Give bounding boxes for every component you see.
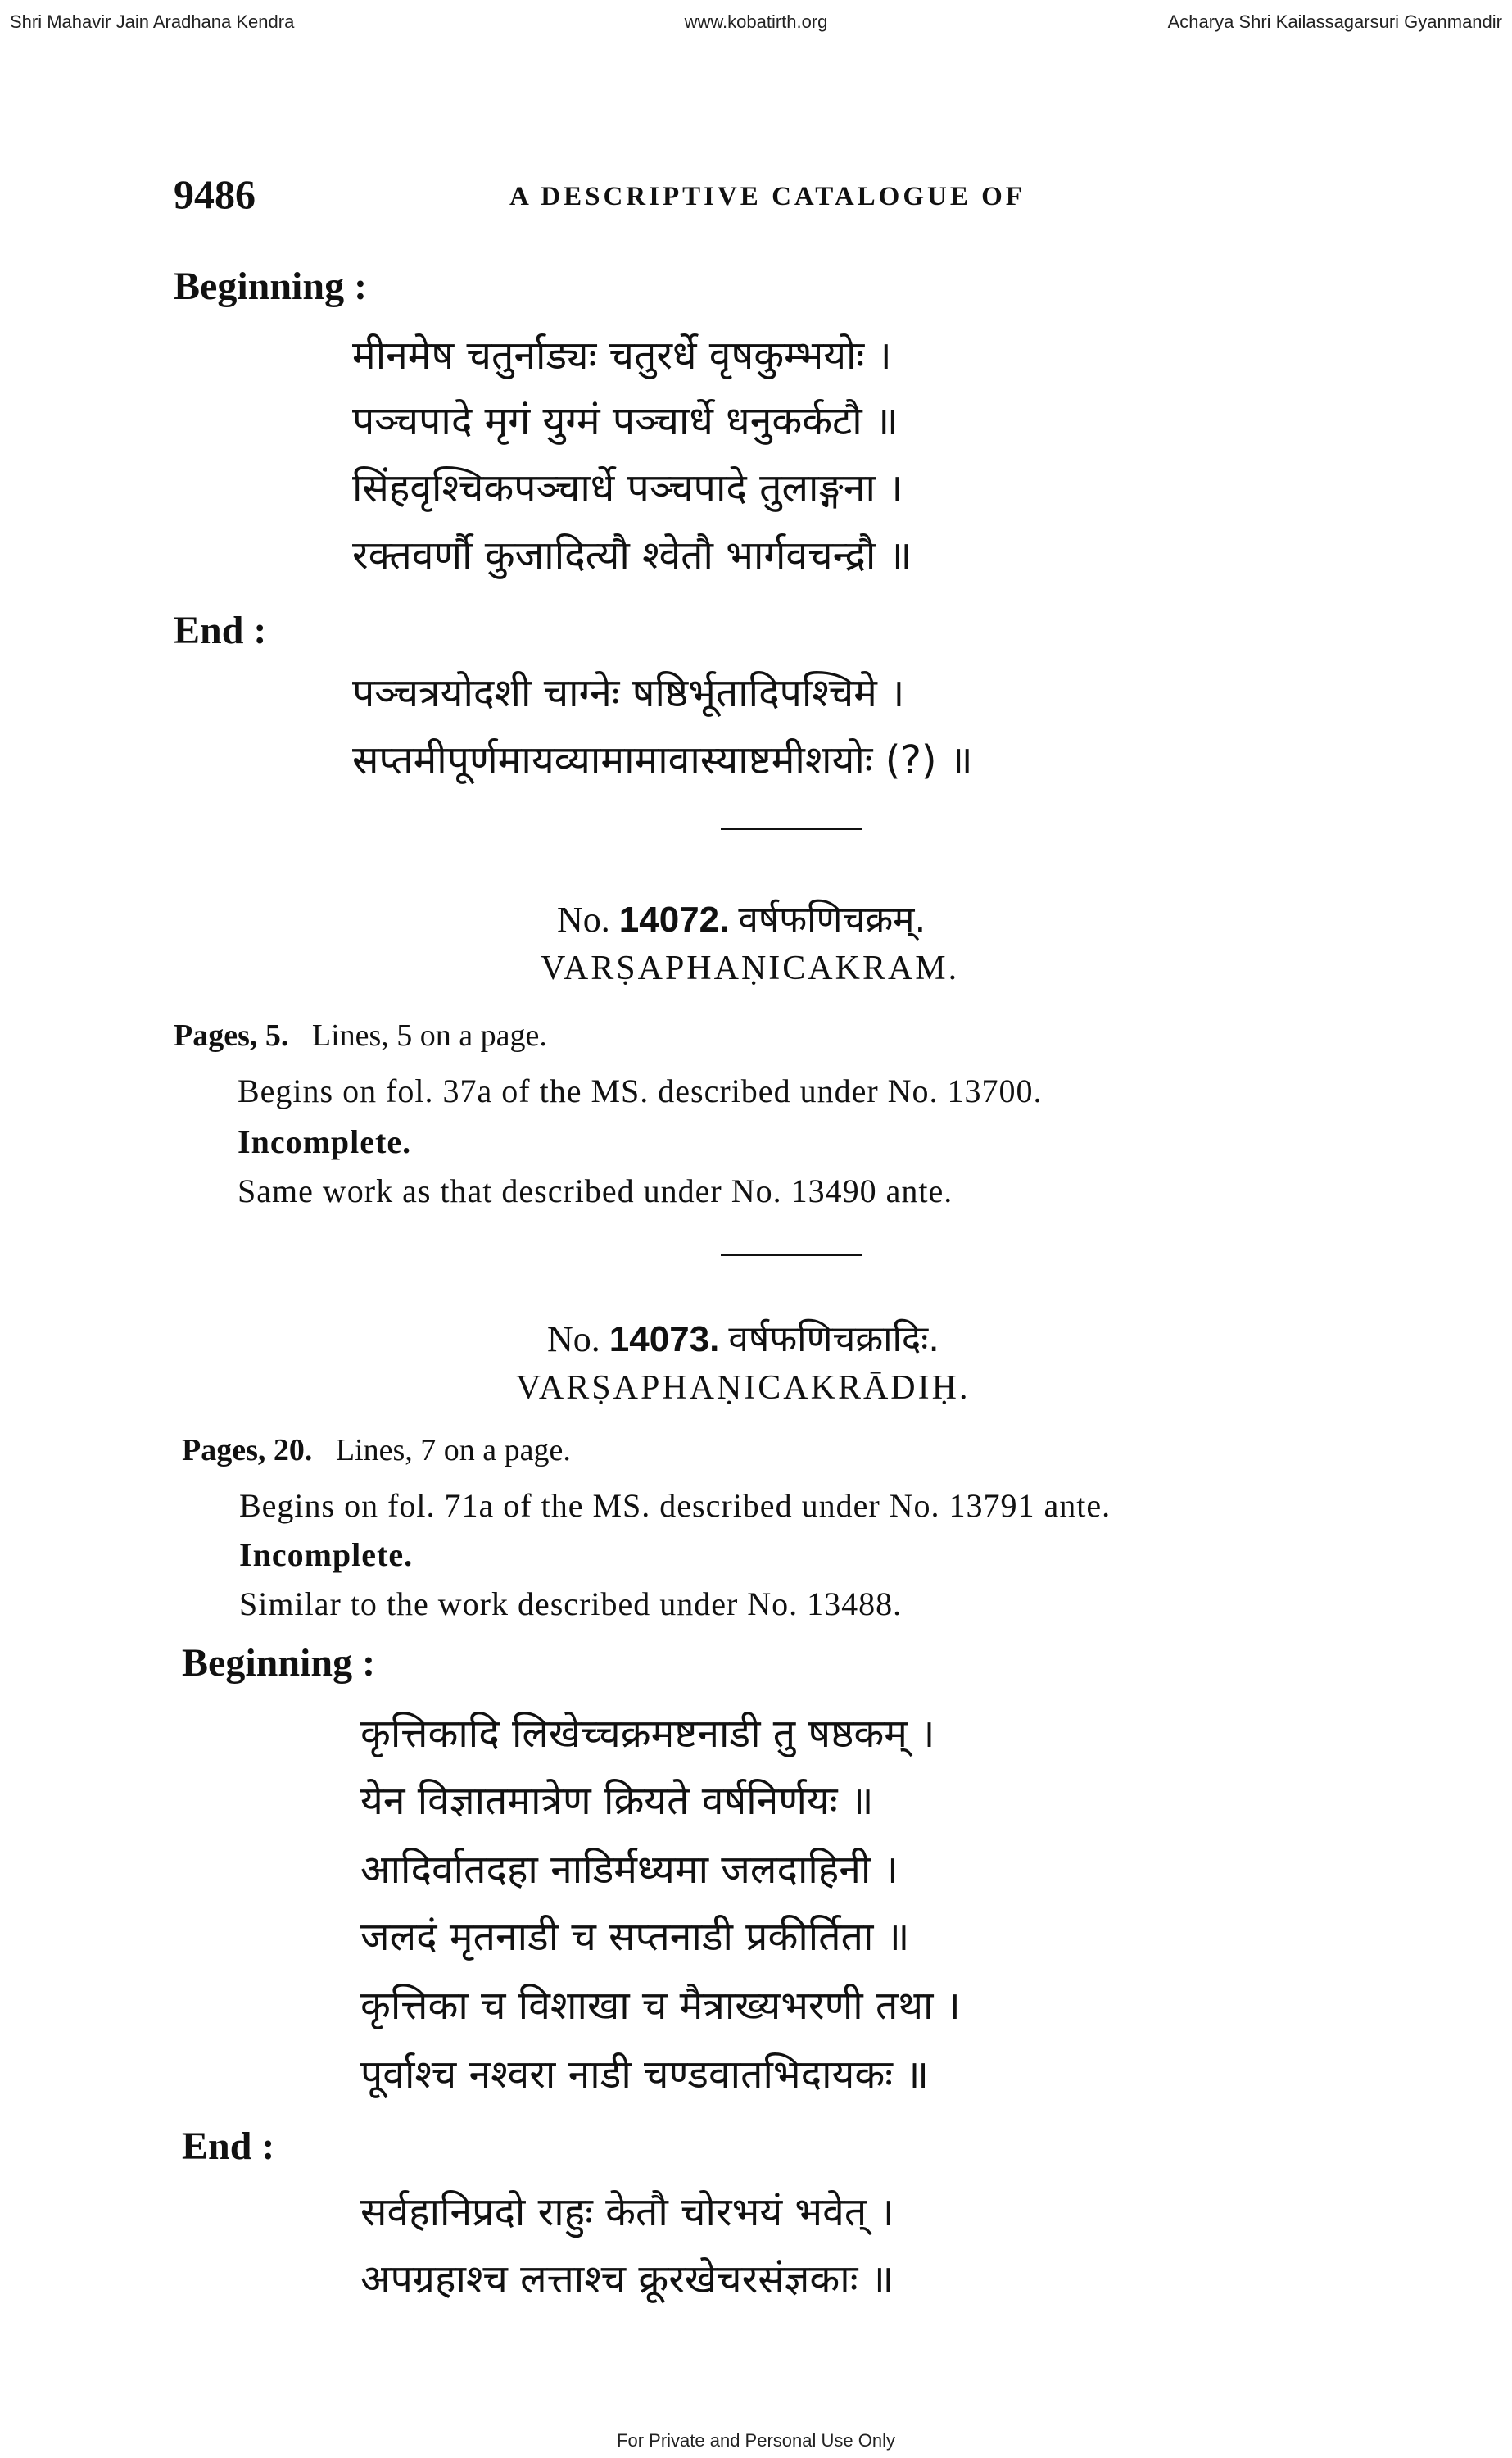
- end-verse-line: सप्तमीपूर्णमायव्यामामावास्याष्टमीशयोः (?) ॥: [352, 737, 973, 783]
- beginning-verse-line: मीनमेष चतुर्नाड्यः चतुरर्धे वृषकुम्भयोः ।: [352, 333, 892, 379]
- entry-number-prefix: No.: [547, 1319, 600, 1359]
- entry-title-devanagari: वर्षफणिचक्रम्.: [738, 899, 926, 941]
- beginning-verse-line: कृत्तिकादि लिखेच्चक्रमष्टनाडी तु षष्ठकम् ।: [360, 1711, 935, 1757]
- entry-title-devanagari: वर्षफणिचक्रादिः.: [728, 1318, 940, 1360]
- end-verse-line: पञ्चत्रयोदशी चाग्नेः षष्ठिर्भूतादिपश्चिमे ।: [352, 670, 905, 716]
- entry-heading: [547, 1313, 939, 1362]
- header-website: www.kobatirth.org: [684, 11, 828, 32]
- entry-extent: [182, 1432, 571, 1468]
- end-label: End :: [174, 609, 267, 652]
- entry-description-line: Begins on fol. 37a of the MS. described under No. 13700.: [238, 1073, 1043, 1109]
- page-number: 9486: [174, 171, 256, 217]
- running-head: A DESCRIPTIVE CATALOGUE OF: [509, 182, 1025, 211]
- header-source-left: Shri Mahavir Jain Aradhana Kendra: [10, 11, 295, 32]
- entry-lines: Lines, 7 on a page.: [335, 1433, 571, 1467]
- beginning-verse-line: येन विज्ञातमात्रेण क्रियते वर्षनिर्णयः ॥: [360, 1778, 874, 1824]
- entry-status: Incomplete.: [239, 1536, 414, 1573]
- beginning-verse-line: पूर्वाश्च नश्वरा नाडी चण्डवातभिदायकः ॥: [360, 2052, 929, 2097]
- beginning-verse-line: रक्तवर्णौ कुजादित्यौ श्वेतौ भार्गवचन्द्रौ ॥: [352, 533, 912, 578]
- section-divider: [721, 1254, 862, 1256]
- end-verse-line: अपग्रहाश्च लत्ताश्च क्रूरखेचरसंज्ञकाः ॥: [360, 2256, 894, 2302]
- beginning-label: Beginning :: [174, 265, 368, 308]
- entry-description-line: Same work as that described under No. 13490 ante.: [238, 1172, 953, 1209]
- beginning-verse-line: आदिर्वातदहा नाडिर्मध्यमा जलदाहिनी ।: [360, 1847, 899, 1893]
- entry-description-line: Similar to the work described under No. 13488.: [239, 1585, 903, 1622]
- footer-notice: For Private and Personal Use Only: [617, 2430, 895, 2451]
- entry-pages: Pages, 5.: [174, 1018, 289, 1053]
- beginning-verse-line: कृत्तिका च विशाखा च मैत्राख्यभरणी तथा ।: [360, 1983, 961, 2029]
- entry-pages: Pages, 20.: [182, 1433, 313, 1467]
- beginning-label: Beginning :: [182, 1641, 376, 1685]
- entry-status: Incomplete.: [238, 1123, 412, 1160]
- entry-description-line: Begins on fol. 71a of the MS. described under No. 13791 ante.: [239, 1487, 1111, 1524]
- entry-lines: Lines, 5 on a page.: [311, 1018, 547, 1053]
- beginning-verse-line: सिंहवृश्चिकपञ्चार्धे पञ्चपादे तुलाङ्गना ।: [352, 465, 903, 511]
- end-verse-line: सर्वहानिप्रदो राहुः केतौ चोरभयं भवेत् ।: [360, 2189, 894, 2235]
- entry-number: 14072.: [618, 900, 730, 940]
- header-source-right: Acharya Shri Kailassagarsuri Gyanmandir: [1167, 11, 1502, 32]
- entry-number: 14073.: [609, 1319, 720, 1359]
- entry-extent: [174, 1018, 547, 1054]
- beginning-verse-line: पञ्चपादे मृगं युग्मं पञ्चार्धे धनुकर्कटौ ॥: [352, 398, 899, 444]
- entry-heading: [557, 893, 926, 942]
- beginning-verse-line: जलदं मृतनाडी च सप्तनाडी प्रकीर्तिता ॥: [360, 1914, 910, 1960]
- entry-number-prefix: No.: [557, 900, 610, 940]
- end-label: End :: [182, 2125, 275, 2168]
- entry-title-translit: VARṢAPHAṆICAKRAM.: [541, 950, 960, 987]
- entry-title-translit: VARṢAPHAṆICAKRĀDIḤ.: [516, 1369, 971, 1407]
- section-divider: [721, 828, 862, 830]
